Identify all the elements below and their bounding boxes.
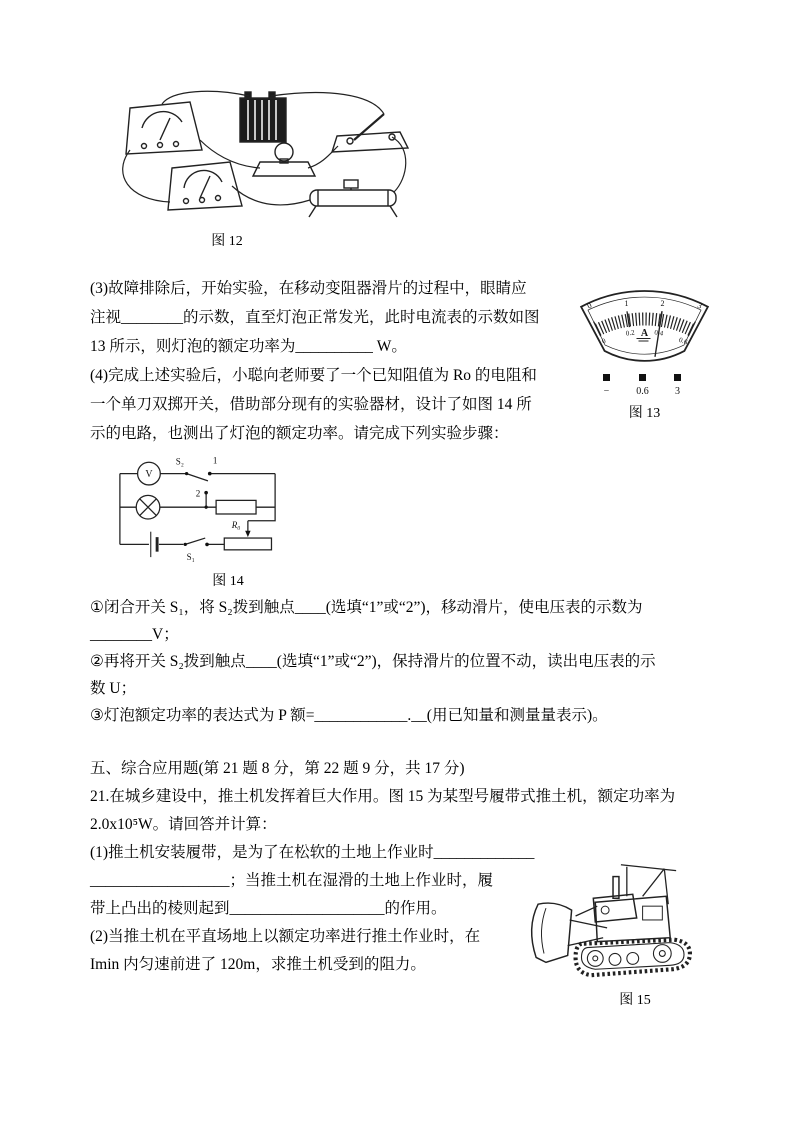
bulb-icon [253,143,315,176]
scale-bot-06: 0.6 [677,335,689,347]
question-21-block [90,783,714,1013]
scale-top-2: 2 [660,299,665,308]
resistor-label: R₀ [231,520,241,531]
step2-line2: 数 U； [90,680,137,697]
blade-icon [532,903,572,962]
rheostat-icon [309,180,397,217]
terminal-06-label: 0.6 [636,386,649,397]
figure-12-apparatus [112,88,442,250]
contact1-label: 1 [212,455,218,466]
figure-14-circuit [100,450,300,590]
experiment-steps [90,594,714,729]
terminal-06-icon [639,374,646,381]
para3-line3: 13 所示，则灯泡的额定功率为__________ W。 [90,338,407,355]
scale-top-1: 1 [624,299,629,308]
rheostat-symbol-icon [224,538,271,550]
slider-arrow-icon [245,531,250,537]
figure-15-bulldozer [516,847,714,1009]
step1-line2: ________V； [90,626,179,643]
track-wheels-icon [587,945,671,967]
q21-part2-line2: Imin 内匀速前进了 120m，求推土机受到的阻力。 [90,956,426,973]
terminal-minus-label: − [603,386,610,397]
figure-13-ammeter [577,280,712,422]
terminal-minus-icon [603,374,610,381]
step3-line: ③灯泡额定功率的表达式为 P 额=____________.__(用已知量和测量量表示)。 [90,707,608,724]
q21-part2-line1: (2)当推土机在平直场地上以额定功率进行推土作业时，在 [90,928,481,945]
ammeter-dial-icon [577,280,712,400]
resistor-symbol-icon [216,500,256,514]
contact2-label: 2 [195,488,201,499]
para4-line2: 一个单刀双掷开关，借助部分现有的实验器材，设计了如图 14 所 [90,396,532,413]
scale-top-3: 3 [695,300,704,311]
ammeter-icon [168,162,242,210]
section-5-header: 五、综合应用题(第 21 题 8 分，第 22 题 9 分，共 17 分) [90,760,465,777]
step2-line1: ②再将开关 S₂拨到触点____(选填“1”或“2”)，保持滑片的位置不动，读出电压表的示 [90,653,656,670]
para4-line3: 示的电路，也测出了灯泡的额定功率。请完成下列实验步骤： [90,425,509,442]
para3-line1: (3)故障排除后，开始实验，在移动变阻器滑片的过程中，眼睛应 [90,280,527,297]
figure-13-caption: 图 13 [628,406,661,421]
para3-line2: 注视________的示数，直至灯泡正常发光，此时电流表的示数如图 [90,309,540,326]
bulldozer-icon [516,847,714,987]
voltmeter-label: V [145,469,153,481]
apparatus-sketch-icon [112,88,442,228]
scale-bot-02: 0.2 [625,328,636,338]
switch-icon [332,114,408,152]
switch1-label: S₁ [186,551,195,562]
switch1-blade-icon [185,538,205,544]
switch2-label: S₂ [175,456,184,467]
page-content [90,88,714,1013]
figure-12-caption: 图 12 [211,234,243,249]
figure-15-caption: 图 15 [619,993,651,1008]
circuit-diagram-icon [100,450,295,568]
switch2-blade-icon [187,474,208,481]
voltmeter-icon [126,102,202,154]
terminal-3-icon [674,374,681,381]
q21-part1-line3: 带上凸出的棱则起到____________________的作用。 [90,900,447,917]
figure-14-caption: 图 14 [212,574,244,589]
unit-label: A [640,328,649,339]
para4-line1: (4)完成上述实验后，小聪向老师要了一个已知阻值为 Ro 的电阻和 [90,367,537,384]
terminal-3-label: 3 [675,386,680,397]
q21-part1-line2: __________________；当推土机在湿滑的土地上作业时，履 [90,872,494,889]
q21-intro-line2: 2.0x10⁵W。请回答并计算： [90,816,277,833]
scale-bot-04: 0.4 [653,328,664,338]
question-20-block [90,274,714,448]
q21-part1-line1: (1)推土机安装履带，是为了在松软的土地上作业时_____________ [90,844,535,861]
scale-top-0: 0 [585,300,594,311]
step1-line1: ①闭合开关 S₁，将 S₂拨到触点____(选填“1”或“2”)，移动滑片，使电压表的示数为 [90,599,643,616]
battery-icon [240,92,286,142]
scale-bot-0: 0 [600,336,607,346]
q21-intro-line1: 21.在城乡建设中，推土机发挥着巨大作用。图 15 为某型号履带式推土机，额定功率为 [90,788,676,805]
